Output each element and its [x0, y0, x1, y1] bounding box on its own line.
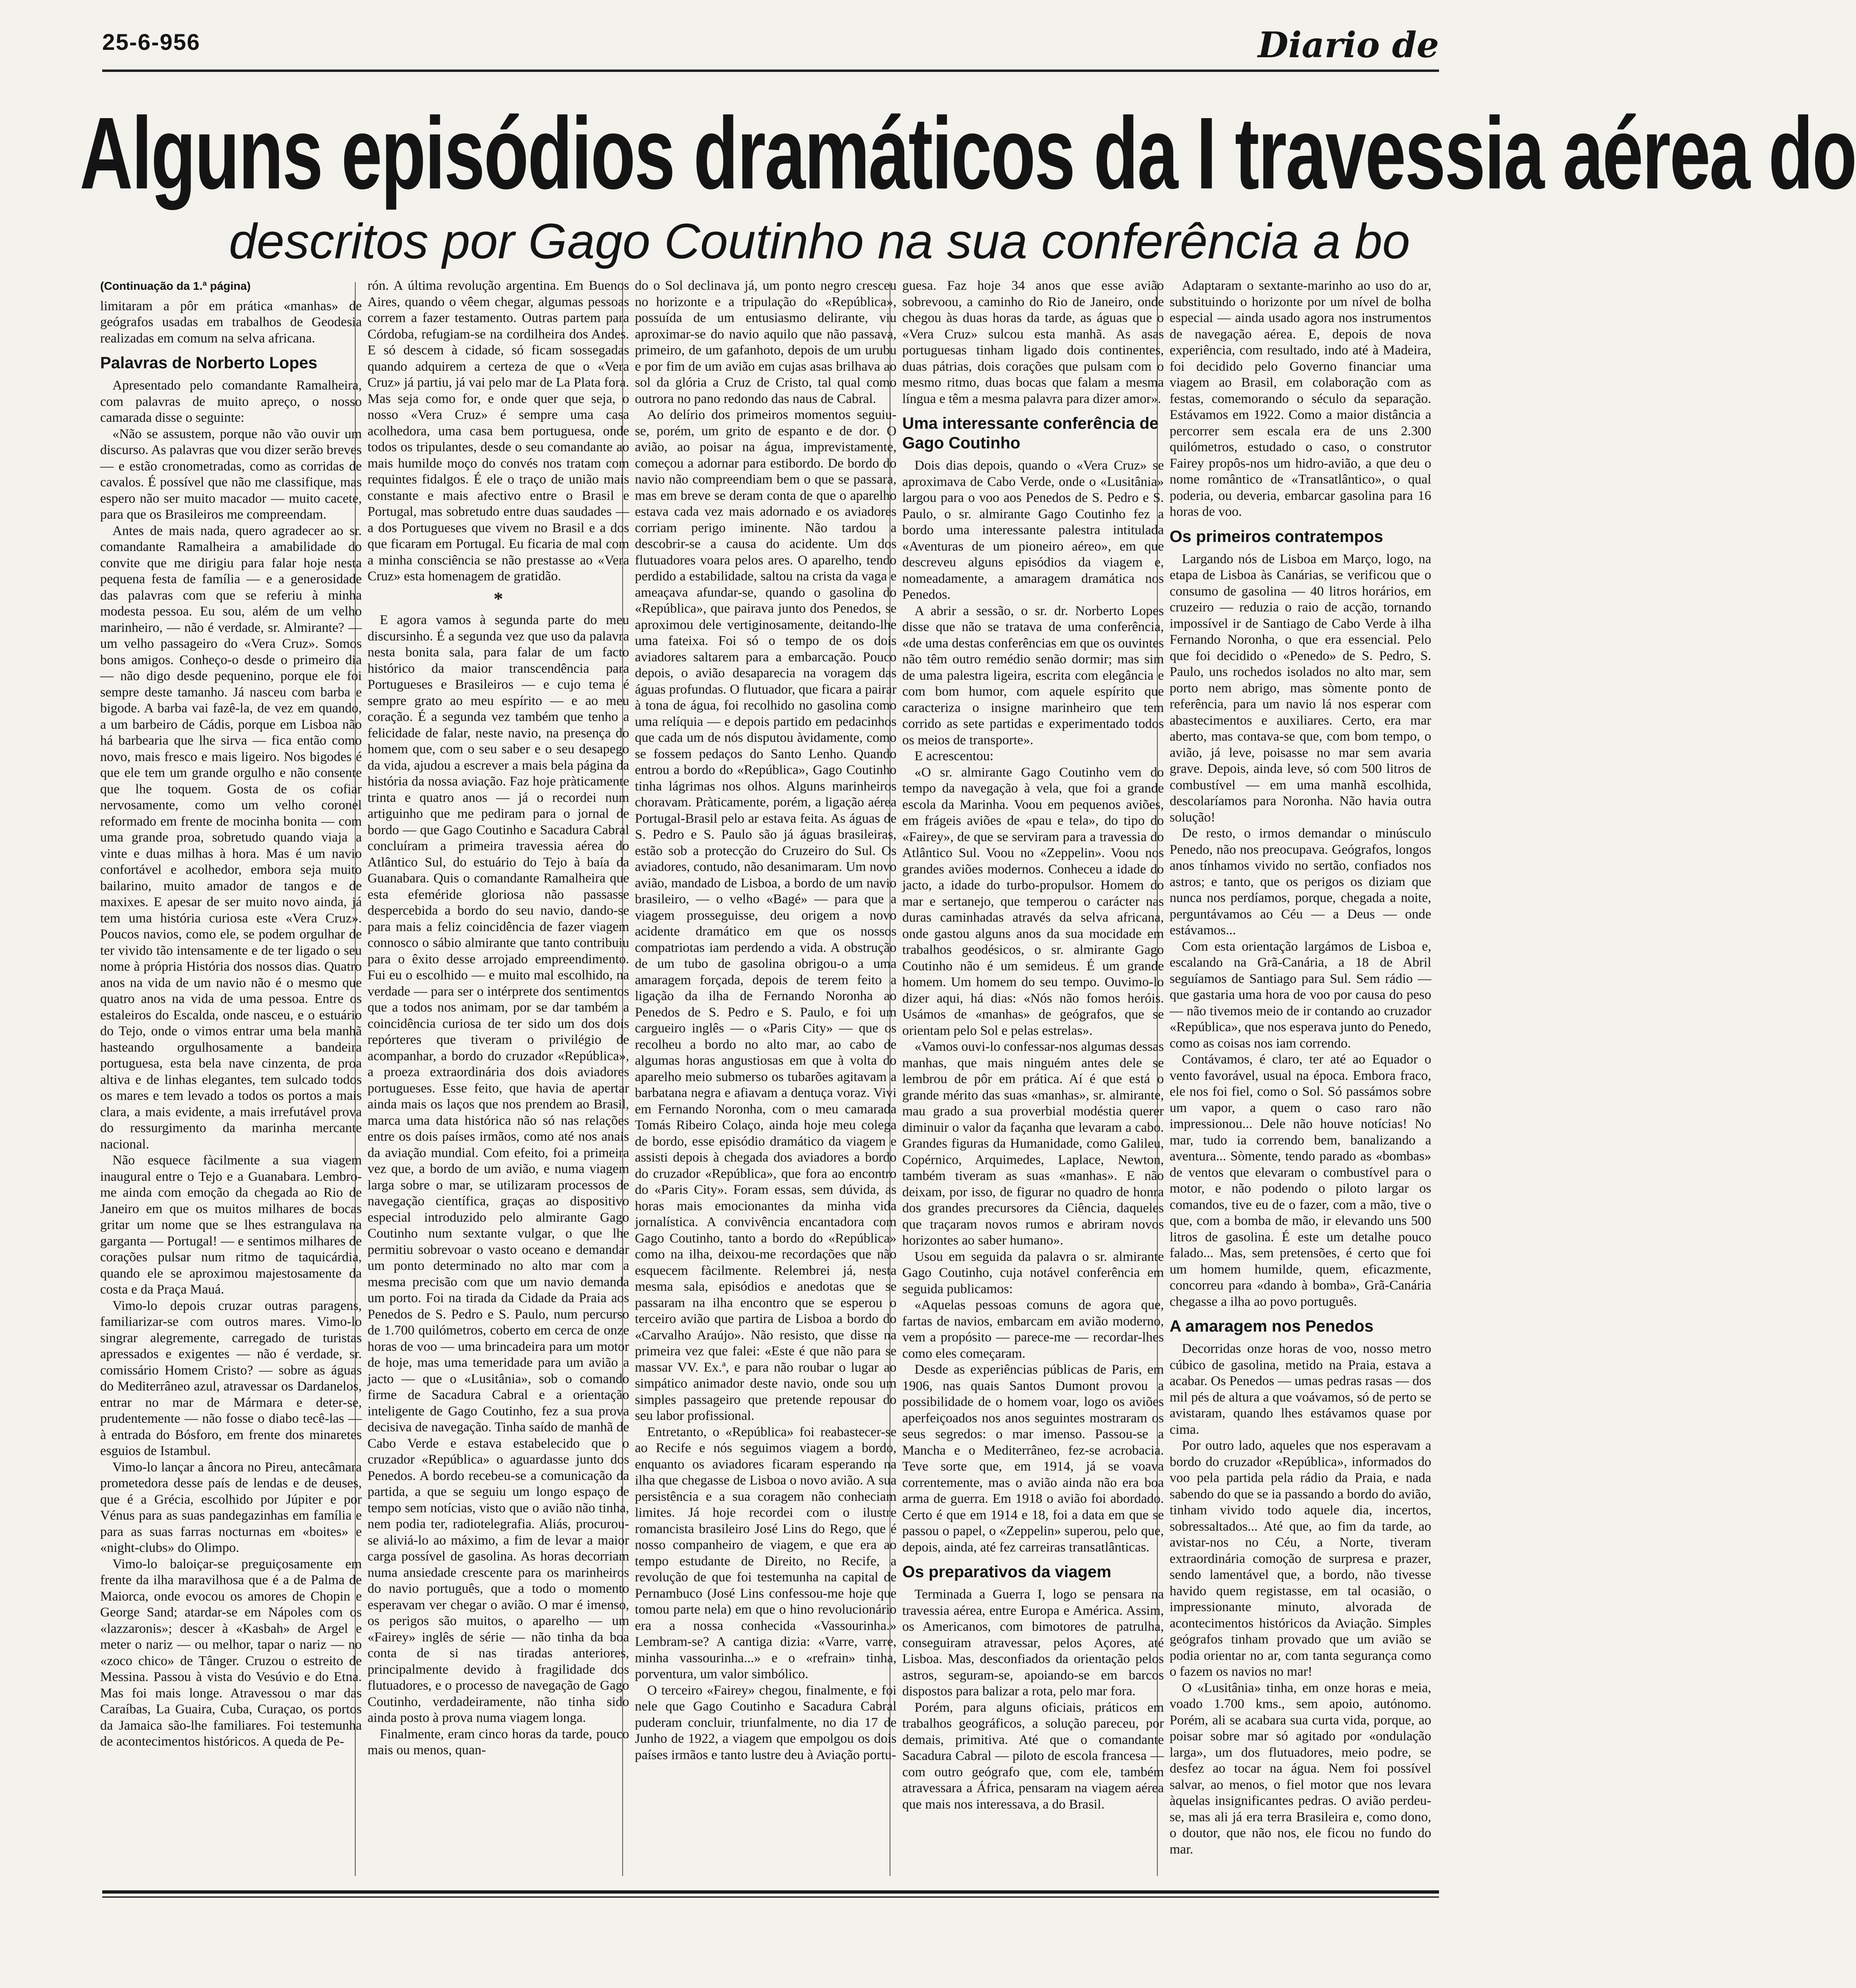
paragraph: E acrescentou:: [915, 749, 994, 763]
paragraph: Contávamos, é claro, ter até ao Equador o vento favorável, usual na época. Embora fraco, ele nos foi fiel, como o Sol. Só passámos sobre um vapor, a quem o caso raro não impressionou... Dele não houve notícias! No mar, tudo ia correndo bem, banalizando a aventura... Sòmente, tendo parado as «bombas» de ventos que elevaram o combustível para o motor, e não podendo o piloto largar os comandos, tive eu de o fazer, com a mão, tive o que, com a bomba de mão, ir elevando uns 500 litros de gasolina. É este um detalhe pouco falado... Mas, sem pretensões, é certo que foi um homem humilde, quem, eficazmente, concorreu para «dando à bomba», Grã-Canária chegasse a ilha ao povo português.: [1170, 1052, 1431, 1309]
paragraph: Decorridas onze horas de voo, nosso metro cúbico de gasolina, metido na Praia, estava a acabar. Os Penedos — umas pedras rasas — dos mil pés de altura a que voávamos, só de perto se avistaram, quando lhes estávamos quase por cima.: [1170, 1341, 1431, 1437]
column-5: [1170, 278, 1431, 1880]
paragraph: Ao delírio dos primeiros momentos seguiu-se, porém, um grito de espanto e de dor. O avião, ao poisar na água, imprevistamente, começou a adornar para estibordo. De bordo do navio não compreendiam bem o que se passara, mas em breve se deram conta de que o aparelho estava cada vez mais adornado e os aviadores corriam perigo iminente. Não tardou a descobrir-se a causa do acidente. Um dos flutuadores voara pelos ares. O aparelho, tendo perdido a estabilidade, saltou na crista da vaga e ameaçava afundar-se, quando o gasolina do «República», que pairava junto dos Penedos, se aproximou dele vertiginosamente, deitando-lhe uma fateixa. Foi só o tempo de os dois aviadores saltarem para a embarcação. Pouco depois, o avião desaparecia na voragem das águas profundas. O flutuador, que ficara a pairar à tona de água, foi recolhido no gasolina como uma relíquia — e depois partido em pedacinhos que cada um de nós disputou àvidamente, como se fossem pedaços do Santo Lenho. Quando entrou a bordo do «República», Gago Coutinho tinha lágrimas nos olhos. Alguns marinheiros choravam. Pràticamente, porém, a ligação aérea Portugal-Brasil pelo ar estava feita. As águas de S. Pedro e S. Paulo são já águas brasileiras, estão sob a protecção do Cruzeiro do Sul. Os aviadores, contudo, não desanimaram. Um novo avião, mandado de Lisboa, a bordo de um navio brasileiro, — o velho «Bagé» — para que a viagem prosseguisse, deu origem a novo acidente dramático em que os nossos compatriotas iam perdendo a vida. A obstrução de um tubo de gasolina obrigou-o a uma amaragem forçada, depois de terem feito a ligação da ilha de Fernando Noronha ao Penedos de S. Pedro e S. Paulo, e foi um cargueiro inglês — o «Paris City» — que os recolheu a bordo no alto mar, ao cabo de algumas horas angustiosas em que à volta do aparelho meio submerso os tubarões agitavam a barbatana negra e afiavam a dentuça voraz. Vivi em Fernando Noronha, com o meu camarada Tomás Ribeiro Colaço, ainda hoje meu colega de bordo, esse episódio dramático da viagem e assisti depois à chegada dos aviadores a bordo do cruzador «República», que fora ao encontro do «Paris City». Foram essas, sem dúvida, as horas mais emocionantes da minha vida jornalística. A convivência encantadora com Gago Coutinho, tanto a bordo do «República» como na ilha, deixou-me recordações que não esquecem fàcilmente. Relembrei já, nesta mesma sala, episódios e anedotas que se passaram na ilha encontro que se esperou o terceiro avião que partira de Lisboa a bordo do «Carvalho Araújo». Não resisto, que disse na primeira vez que falei: «Este é que não para se massar VV. Ex.ª, e para não roubar o lugar ao simpático animador deste navio, onde sou um simples passageiro que pretende repousar do seu labor profissional.: [635, 407, 897, 1423]
paragraph: Finalmente, eram cinco horas da tarde, pouco mais ou menos, quan-: [368, 1726, 629, 1757]
paragraph: Vimo-lo depois cruzar outras paragens, familiarizar-se com outros mares. Vimo-lo singrar alegremente, carregado de turistas apressados e exigentes — não é verdade, sr. comissário Homem Cristo? — sobre as águas do Mediterrâneo azul, atravessar os Dardanelos, entrar no mar de Mármara e deter-se, prudentemente — não fosse o diabo tecê-las — à entrada do Bósforo, em frente dos minaretes esguios de Istambul.: [100, 1298, 362, 1458]
subheadline: descritos por Gago Coutinho na sua conferência a bo: [229, 213, 1410, 269]
paragraph: guesa. Faz hoje 34 anos que esse avião sobrevoou, a caminho do Rio de Janeiro, onde chegou às duas horas da tarde, as águas que o «Vera Cruz» sulcou esta manhã. As asas portuguesas tinham ligado dois continentes, duas pátrias, dois corações que pulsam com o mesmo ritmo, duas bocas que falam a mesma língua e têm a mesma palavra para dizer amor».: [902, 278, 1164, 406]
column-2: [368, 278, 629, 1880]
column-1: [100, 278, 362, 1880]
paragraph: do o Sol declinava já, um ponto negro cresceu no horizonte e a tripulação do «República», possuída de um entusiasmo delirante, viu aproximar-se do navio aquilo que não passava, primeiro, de um gafanhoto, depois de um urubu e por fim de um avião em cujas asas brilhava ao sol da glória a Cruz de Cristo, tal qual como outrora no pano redondo das naus de Cabral.: [635, 278, 897, 406]
section-heading: Os primeiros contratempos: [1170, 527, 1383, 546]
section-separator: *: [493, 588, 503, 609]
paragraph: Com esta orientação largámos de Lisboa e, escalando na Grã-Canária, a 18 de Abril seguíamos de Santiago para Sul. Sem rádio — que gastaria uma hora de voo por causa do peso — não tivemos meio de ir contando ao cruzador «República», que nos esperava junto do Penedo, como as coisas nos iam correndo.: [1170, 939, 1431, 1051]
headline-area: [0, 0, 1856, 229]
section-heading: Uma interessante conferência de Gago Coutinho: [902, 414, 1159, 452]
section-heading: Os preparativos da viagem: [902, 1563, 1112, 1581]
paragraph: Antes de mais nada, quero agradecer ao sr. comandante Ramalheira a amabilidade do convite que me dirigiu para falar hoje nesta pequena festa de família — e a generosidade das palavras com que se referiu à minha modesta pessoa. Eu sou, além de um velho marinheiro, — não é verdade, sr. Almirante? — um velho passageiro do «Vera Cruz». Somos bons amigos. Conheço-o desde o primeiro dia — não digo desde pequenino, porque ele foi sempre deste tamanho. Já nasceu com barba e bigode. A barba vai fazê-la, de vez em quando, a um barbeiro de Cádis, porque em Lisboa não há barbearia que lhe sirva — fica então como novo, mais fresco e mais ligeiro. Nos bigodes é que ele tem um grande orgulho e não consente que lhe toquem. Gosta de os cofiar nervosamente, como um velho coronel reformado em frente de mocinha bonita — com uma grande proa, sobretudo quando viaja a vinte e duas milhas à hora. Mas é um navio confortável e acolhedor, embora seja muito bailarino, muito amador de tangos e de maxixes. E apesar de ser muito novo ainda, já tem uma história curiosa este «Vera Cruz». Poucos navios, como ele, se podem orgulhar de ter vivido tão intensamente e de ter ligado o seu nome à própria História dos nossos dias. Quatro anos na vida de um navio não é o mesmo que quatro anos na vida de uma pessoa. Entre os estaleiros do Escalda, onde nasceu, e o estuário do Tejo, onde o vimos entrar uma bela manhã hasteando orgulhosamente a bandeira portuguesa, esta bela nave cinzenta, de proa altiva e de linhas elegantes, tem sulcado todos os mares e tem levado a todos os portos a mais clara, a mais evidente, a mais irrefutável prova do ressurgimento da marinha mercante nacional.: [100, 523, 362, 1152]
paragraph: Porém, para alguns oficiais, práticos em trabalhos geográficos, a solução pareceu, por demais, primitiva. Até que o comandante Sacadura Cabral — piloto de escola francesa — com outro geógrafo que, com ele, também atravessara a África, pensaram na viagem aérea que mais nos interessava, a do Brasil.: [902, 1700, 1164, 1812]
paragraph: «Vamos ouvi-lo confessar-nos algumas dessas manhas, que mais ninguém antes dele se lembrou de pôr em prática. Aí é que está o grande mérito das suas «manhas», sr. almirante, mau grado a sua proverbial modéstia querer diminuir o valor da façanha que levaram a cabo. Grandes figuras da Humanidade, como Galileu, Copérnico, Arquimedes, Laplace, Newton, também tiveram as suas «manhas». E não deixam, por isso, de figurar no quadro de honra dos grandes precursores da Ciência, daqueles que traçaram novos rumos e abriram novos horizontes ao saber humano».: [902, 1039, 1164, 1248]
article-body: [100, 278, 1439, 1880]
paragraph: rón. A última revolução argentina. Em Buenos Aires, quando o vêem chegar, algumas pessoas correm a fazer testamento. Outras partem para Córdoba, refugiam-se na cordilheira dos Andes. E só descem à cidade, só ficam sossegadas quando adquirem a certeza de que o «Vera Cruz» já partiu, já vai pelo mar de La Plata fora. Mas seja como for, e onde quer que seja, o nosso «Vera Cruz» é sempre uma casa acolhedora, uma casa bem portuguesa, onde todos os tripulantes, desde o seu comandante ao mais humilde moço do convés nos tratam com requintes fidalgos. É ele o traço de união mais constante e mais afectivo entre o Brasil e Portugal, mas sobretudo entre duas saudades — a dos Portugueses que vivem no Brasil e a dos que ficaram em Portugal. Eu ficaria de mal com a minha consciência se não prestasse ao «Vera Cruz» esta homenagem de gratidão.: [368, 278, 629, 584]
column-4: [902, 278, 1164, 1880]
paragraph: E agora vamos à segunda parte do meu discursinho. É a segunda vez que uso da palavra nesta bonita sala, para falar de um facto histórico da maior transcendência para Portugueses e Brasileiros — e cujo tema é sempre grato ao meu espírito — e ao meu coração. É a segunda vez também que tenho a felicidade de falar, neste navio, na presença do homem que, com o seu saber e o seu desapego da vida, ajudou a escrever a mais bela página da história da nossa aviação. Faz hoje pràticamente trinta e quatro anos — já o recordei num artiguinho que me pediram para o jornal de bordo — que Gago Coutinho e Sacadura Cabral concluíram a primeira travessia aérea do Atlântico Sul, do estuário do Tejo à baía da Guanabara. Quis o comandante Ramalheira que esta efeméride gloriosa não passasse despercebida a bordo do seu navio, dando-se para mais a feliz coincidência de fazer viagem connosco o sábio almirante que tanto contribuiu para o êxito desse arrojado empreendimento. Fui eu o escolhido — e muito mal escolhido, na verdade — para ser o intérprete dos sentimentos que a todos nos animam, por se dar também a coincidência curiosa de ter sido um dos dois repórteres que tiveram o privilégio de acompanhar, a bordo do cruzador «República», a proeza extraordinária dos dois aviadores portugueses. Esse feito, que havia de apertar ainda mais os laços que nos prendem ao Brasil, marca uma data histórica não só nas relações entre os dois países irmãos, como até nos anais da aviação mundial. Com efeito, foi a primeira vez que, a bordo de um avião, e numa viagem larga sobre o mar, se utilizaram processos de navegação científica, graças ao dispositivo especial introduzido pelo almirante Gago Coutinho num sextante vulgar, o que lhe permitiu sobrevoar o vasto oceano e demandar um ponto determinado no alto mar com a mesma precisão com que um navio demanda um porto. Foi na tirada da Cidade da Praia aos Penedos de S. Pedro e S. Paulo, num percurso de 1.700 quilómetros, coberto em cerca de onze horas de voo — uma brincadeira para um motor de hoje, mas uma temeridade para um avião a jacto — que o «Lusitânia», sob o comando firme de Sacadura Cabral e a orientação inteligente de Gago Coutinho, fez a sua prova decisiva de navegação. Tinha saído de manhã de Cabo Verde e estava estabelecido que o cruzador «República» o aguardasse junto dos Penedos. A bordo recebeu-se a comunicação da partida, a que se seguiu um longo espaço de tempo sem notícias, visto que o avião não tinha, nem podia ter, radiotelegrafia. Aliás, procurou-se aliviá-lo ao máximo, a fim de levar a maior carga possível de gasolina. As horas decorriam numa ansiedade crescente para os marinheiros do navio português, que a todo o momento esperavam ver chegar o avião. O mar é imenso, os perigos são muitos, o aparelho — um «Fairey» inglês de série — não tinha da boa conta de si nas tiradas anteriores, principalmente devido à fragilidade dos flutuadores, e o processo de navegação de Gago Coutinho, verdadeiramente, não tinha sido ainda posto à prova numa viagem longa.: [368, 613, 629, 1725]
paragraph: Apresentado pelo comandante Ramalheira, com palavras de muito apreço, o nosso camarada disse o seguinte:: [100, 378, 362, 425]
paragraph: Largando nós de Lisboa em Março, logo, na etapa de Lisboa às Canárias, se verificou que o consumo de gasolina — 40 litros horários, em cruzeiro — reduzia o raio de acção, tornando impossível ir de Santiago de Cabo Verde à ilha Fernando Noronha, o que era essencial. Pelo que foi decidido o «Penedo» de S. Pedro, S. Paulo, uns rochedos isolados no alto mar, sem porto nem abrigo, mas sòmente ponto de referência, para um navio lá nos esperar com abastecimentos e auxiliares. Certo, era mar aberto, mas contava-se que, com bom tempo, o avião, já leve, poisasse no mar sem avaria grave. Depois, ainda leve, só com 500 litros de combustível — em uma manhã escolhida, descolaríamos para Noronha. Não havia outra solução!: [1170, 551, 1431, 825]
paragraph: Vimo-lo baloiçar-se preguiçosamente em frente da ilha maravilhosa que é a de Palma de Maiorca, onde evocou os amores de Chopin e George Sand; atardar-se em Nápoles com os «lazzaronis»; descer à «Kasbah» de Argel e meter o nariz — ou melhor, tapar o nariz — no «zoco chico» de Tânger. Cruzou o estreito de Messina. Passou à vista do Vesúvio e do Etna. Mas foi mais longe. Atravessou o mar das Caraíbas, La Guaira, Cuba, Curaçao, os portos da Jamaica são-lhe familiares. Foi testemunha de acontecimentos históricos. A queda de Pe-: [100, 1556, 362, 1749]
paragraph: Adaptaram o sextante-marinho ao uso do ar, substituindo o horizonte por um nível de bolha especial — ainda usado agora nos instrumentos de navegação aérea. E, depois de nova experiência, com resultado, indo até à Madeira, foi decidido pelo Governo financiar uma viagem ao Brasil, em colaboração com as festas, comemorando o século da separação. Estávamos em 1922. Como a maior distância a percorrer sem escala era de uns 2.300 quilómetros, estudado o caso, o construtor Fairey propôs-nos um hidro-avião, a que deu o nome romântico de «Transatlântico», o qual poderia, ou deveria, embarcar gasolina para 16 horas de voo.: [1170, 278, 1431, 519]
paragraph: O «Lusitânia» tinha, em onze horas e meia, voado 1.700 kms., sem apoio, autónomo. Porém, ali se acabara sua curta vida, porque, ao poisar sobre mar só agitado por «ondulação larga», um dos flutuadores, meio podre, se desfez ao tocar na água. Nem foi possível salvar, ao menos, o fiel motor que nos levara àquelas insignificantes pedras. O avião perdeu-se, mas ali já era terra Brasileira e, como dono, o doutor, que não nos, ele ficou no fundo do mar.: [1170, 1680, 1431, 1857]
paragraph: De resto, o irmos demandar o minúsculo Penedo, não nos preocupava. Geógrafos, longos anos tínhamos vivido no sertão, confiados nos astros; e tanto, que os perigos os diziam que nunca nos perdíamos, porque, chegada a noite, perguntávamos ao Céu — a Deus — onde estávamos...: [1170, 826, 1431, 938]
issue-date: 25-6-956: [102, 29, 201, 55]
bottom-rule-thin: [102, 1896, 1439, 1898]
paragraph: O terceiro «Fairey» chegou, finalmente, e foi nele que Gago Coutinho e Sacadura Cabral puderam concluir, triunfalmente, no dia 17 de Junho de 1922, a viagem que empolgou os dois países irmãos e tanto lustre deu à Aviação portu-: [635, 1683, 897, 1762]
paragraph: «Não se assustem, porque não vão ouvir um discurso. As palavras que vou dizer serão breves — e estão cronometradas, como as corridas de cavalos. É possível que não me classifique, mas espero não ser muito macador — muito cacete, para que os Brasileiros me compreendam.: [100, 426, 362, 522]
paragraph: Entretanto, o «República» foi reabastecer-se ao Recife e nós seguimos viagem a bordo, enquanto os aviadores ficaram esperando na ilha que chegasse de Lisboa o novo avião. A sua persistência e a sua coragem não conheciam limites. Já hoje recordei com o ilustre romancista brasileiro José Lins do Rego, que é nosso companheiro de viagem, e que era ao tempo estudante de Direito, no Recife, a revolução de que foi testemunha na capital de Pernambuco (José Lins confessou-me hoje que tomou parte nela) em que o hino revolucionário era a nossa conhecida «Vassourinha.» Lembram-se? A cantiga dizia: «Varre, varre, minha vassourinha...» e o «refrain» tinha, porventura, um valor simbólico.: [635, 1424, 897, 1681]
paragraph: Não esquece fàcilmente a sua viagem inaugural entre o Tejo e a Guanabara. Lembro-me ainda com emoção da chegada ao Rio de Janeiro em que os muitos milhares de bocas gritar um nome que se lhes estrangulava na garganta — Portugal! — e sentimos milhares de corações pulsar num ritmo de taquicárdia, quando ele se aproximou majestosamente da costa e da Praça Mauá.: [100, 1153, 362, 1297]
newspaper-name: Diario de: [1258, 25, 1439, 66]
paragraph: «O sr. almirante Gago Coutinho vem do tempo da navegação à vela, que foi a grande escola da Marinha. Voou em pequenos aviões, em frágeis aviões de «pau e tela», do tipo do «Fairey», de que se serviram para a travessia do Atlântico Sul. Voou no «Zeppelin». Voou nos grandes aviões modernos. Conheceu a idade do jacto, a idade do turbo-propulsor. Homem do mar e sertanejo, que temperou o carácter nas duras caminhadas através da selva africana, onde gastou alguns anos da sua mocidade em trabalhos geodésicos, o sr. almirante Gago Coutinho não é um semideus. É um grande homem. Um homem do seu tempo. Ouvimo-lo dizer aqui, há dias: «Nós não fomos heróis. Usámos de «manhas» de geógrafos, que se orientam pelo Sol e pelas estrelas».: [902, 765, 1164, 1038]
bottom-rule: [102, 1890, 1439, 1894]
section-heading: Palavras de Norberto Lopes: [100, 354, 318, 372]
paragraph: Terminada a Guerra I, logo se pensara na travessia aérea, entre Europa e América. Assim, os Americanos, com bimotores de patrulha, conseguiram atravessar, pelos Açores, até Lisboa. Mas, desconfiados da orientação pelos astros, seguram-se, apoiando-se em barcos dispostos para balizar a rota, pelo mar fora.: [902, 1587, 1164, 1699]
paragraph: Usou em seguida da palavra o sr. almirante Gago Coutinho, cuja notável conferência em seguida publicamos:: [902, 1249, 1164, 1296]
paragraph: limitaram a pôr em prática «manhas» de geógrafos usadas em trabalhos de Geodesia realizadas em comum na selva africana.: [100, 298, 362, 346]
paragraph: Desde as experiências públicas de Paris, em 1906, nas quais Santos Dumont provou a possibilidade de o homem voar, logo os aviões aperfeiçoados nos anos seguintes mostraram os seus segredos: o mar imenso. Passou-se a Mancha e o Mediterrâneo, fez-se acrobacia. Teve sorte que, em 1914, já se voava correntemente, mas o avião ainda não era boa arma de guerra. Em 1918 o avião foi abordado. Certo é que em 1914 e 18, foi a data em que se passou o papel, o «Zeppelin» superou, pelo que, depois, ainda, até fez carreiras transatlânticas.: [902, 1362, 1164, 1555]
section-heading: A amaragem nos Penedos: [1170, 1317, 1374, 1335]
paragraph: Dois dias depois, quando o «Vera Cruz» se aproximava de Cabo Verde, onde o «Lusitânia» largou para o voo aos Penedos de S. Pedro e S. Paulo, o sr. almirante Gago Coutinho fez a bordo uma interessante palestra intitulada «Aventuras de um pioneiro aéreo», em que descreveu alguns episódios da viagem e, nomeadamente, a amaragem dramática nos Penedos.: [902, 458, 1164, 602]
continuation-note: (Continuação da 1.ª página): [100, 280, 251, 292]
paragraph: A abrir a sessão, o sr. dr. Norberto Lopes disse que não se tratava de uma conferência, «de uma destas conferências em que os ouvintes não têm outro remédio senão dormir; mas sim de uma palestra ligeira, escrita com elegância e com bom humor, com aquele espírito que caracteriza o insigne marinheiro que tem corrido as sete partidas e experimentado todos os meios de transporte».: [902, 603, 1164, 748]
paragraph: «Aquelas pessoas comuns de agora que, fartas de navios, embarcam em avião moderno, vem a propósito — parece-me — recordar-lhes como eles começaram.: [902, 1298, 1164, 1361]
headline: Alguns episódios dramáticos da I travessia aérea do: [80, 96, 1856, 210]
paragraph: Vimo-lo lançar a âncora no Pireu, antecâmara prometedora desse país de lendas e de deuses, que é a Grécia, escolhido por Júpiter e por Vénus para as suas pandegazinhas em família e para as suas farras nocturnas em «boites» e «night-clubs» do Olimpo.: [100, 1460, 362, 1555]
paragraph: Por outro lado, aqueles que nos esperavam a bordo do cruzador «República», informados do voo pela partida pela rádio da Praia, e nada sabendo do que se ia passando a bordo do avião, tinham vivido todo aquele dia, incertos, sobressaltados... Até que, ao fim da tarde, ao avistar-nos no Céu, a Norte, tiveram extraordinária comoção de surpresa e prazer, sendo lamentável que, a bordo, não tivesse havido quem registasse, em tal ocasião, o impressionante minuto, alvorada de acontecimentos históricos da Aviação. Simples geógrafos tinham provado que um avião se podia orientar no ar, com tanta segurança como o fazem os navios no mar!: [1170, 1438, 1431, 1679]
column-3: [635, 278, 897, 1880]
